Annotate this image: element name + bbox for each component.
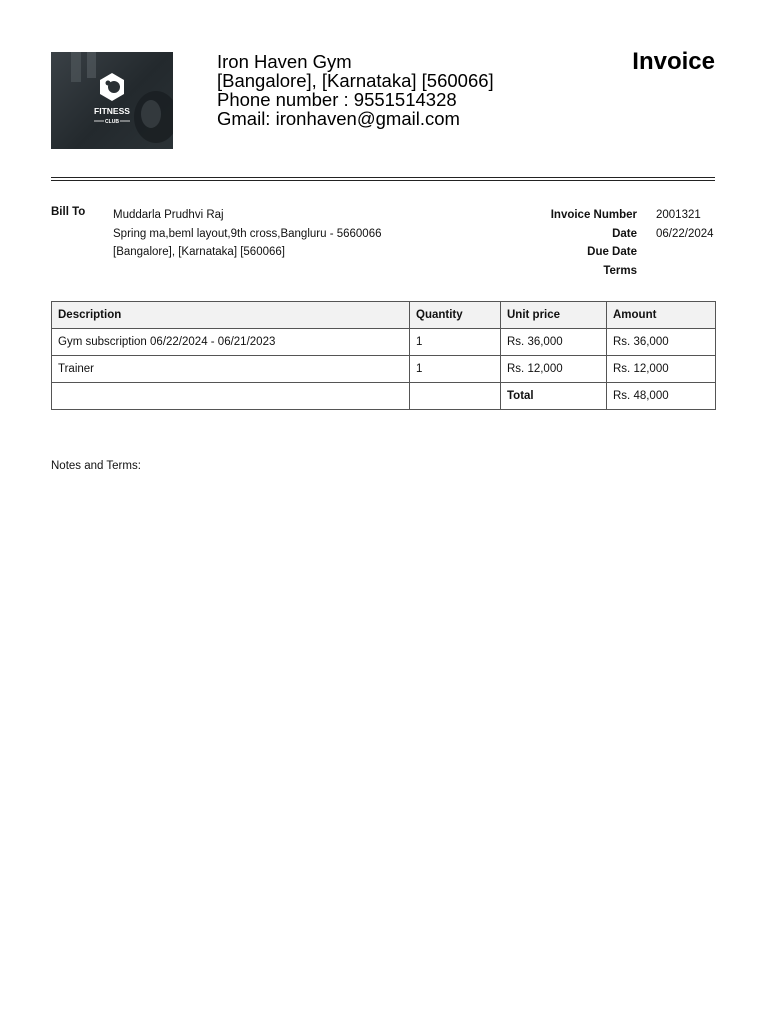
cell-quantity: 1 (410, 356, 501, 383)
terms-label: Terms (603, 264, 637, 277)
bill-to-label: Bill To (51, 206, 86, 218)
company-phone: Phone number : 9551514328 (217, 89, 457, 110)
header-divider-top (51, 177, 715, 178)
table-header-row (52, 302, 716, 329)
invoice-meta-values (656, 206, 714, 280)
line-items-table (51, 301, 716, 410)
table-row (52, 356, 716, 383)
total-label: Total (501, 383, 607, 410)
bill-to-details (113, 206, 382, 262)
document-title: Invoice (632, 48, 715, 75)
cell-amount: Rs. 12,000 (607, 356, 716, 383)
cell-description: Trainer (52, 356, 410, 383)
fitness-club-logo-icon (51, 52, 173, 149)
invoice-number-value: 2001321 (656, 209, 701, 221)
header-quantity: Quantity (410, 302, 501, 329)
bill-to-address-line2: [Bangalore], [Karnataka] [560066] (113, 246, 285, 258)
cell-unit-price: Rs. 36,000 (501, 329, 607, 356)
table-row (52, 329, 716, 356)
invoice-number-label: Invoice Number (550, 209, 637, 221)
notes-and-terms: Notes and Terms: (51, 460, 141, 472)
cell-quantity: 1 (410, 329, 501, 356)
company-logo (51, 52, 173, 149)
company-email: Gmail: ironhaven@gmail.com (217, 108, 460, 129)
total-row (52, 383, 716, 410)
header-description: Description (52, 302, 410, 329)
header-unit-price: Unit price (501, 302, 607, 329)
logo-text-fitness: FITNESS (94, 106, 130, 116)
date-value: 06/22/2024 (656, 227, 714, 240)
cell-amount: Rs. 36,000 (607, 329, 716, 356)
date-label: Date (612, 227, 637, 240)
terms-value (656, 262, 714, 281)
total-value: Rs. 48,000 (607, 383, 716, 410)
due-date-label: Due Date (587, 246, 637, 258)
bill-to-name: Muddarla Prudhvi Raj (113, 209, 224, 221)
bill-to-address-line1: Spring ma,beml layout,9th cross,Bangluru - 5660066 (113, 227, 382, 240)
company-info (217, 52, 494, 128)
due-date-value (656, 243, 714, 262)
logo-text-club: CLUB (105, 119, 119, 125)
header-amount: Amount (607, 302, 716, 329)
company-name: Iron Haven Gym (217, 51, 352, 72)
cell-unit-price: Rs. 12,000 (501, 356, 607, 383)
invoice-meta-labels (551, 206, 637, 280)
company-address: [Bangalore], [Karnataka] [560066] (217, 70, 494, 91)
header-divider-bottom (51, 180, 715, 181)
cell-description: Gym subscription 06/22/2024 - 06/21/2023 (52, 329, 410, 356)
